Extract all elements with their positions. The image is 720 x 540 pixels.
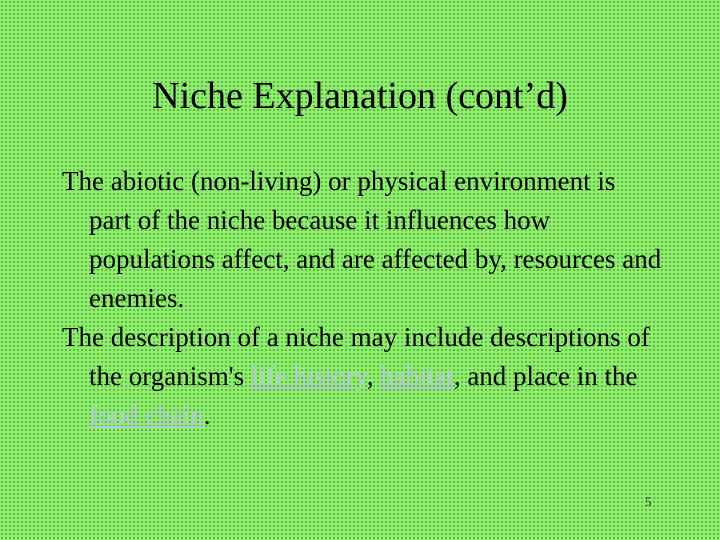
slide-number: 5: [645, 494, 652, 509]
link-life-history[interactable]: life history: [250, 361, 367, 391]
paragraph-text-b: ,: [366, 361, 381, 391]
paragraph-niche-description: [62, 318, 662, 435]
paragraph-text-a: The description of a niche may include descriptions of the organism's: [62, 322, 650, 391]
slide-title: Niche Explanation (cont’d): [152, 75, 568, 117]
paragraph-abiotic: The abiotic (non-living) or physical environment is part of the niche because it influences how populations affect, and are affected by, resources and enemies.: [62, 166, 662, 313]
paragraph-text-c: , and place in the: [453, 361, 638, 391]
slide-body: [62, 162, 662, 435]
link-food-chain[interactable]: food chain: [89, 400, 204, 430]
paragraph-text-d: .: [203, 400, 211, 430]
link-habitat[interactable]: habitat: [380, 361, 454, 391]
